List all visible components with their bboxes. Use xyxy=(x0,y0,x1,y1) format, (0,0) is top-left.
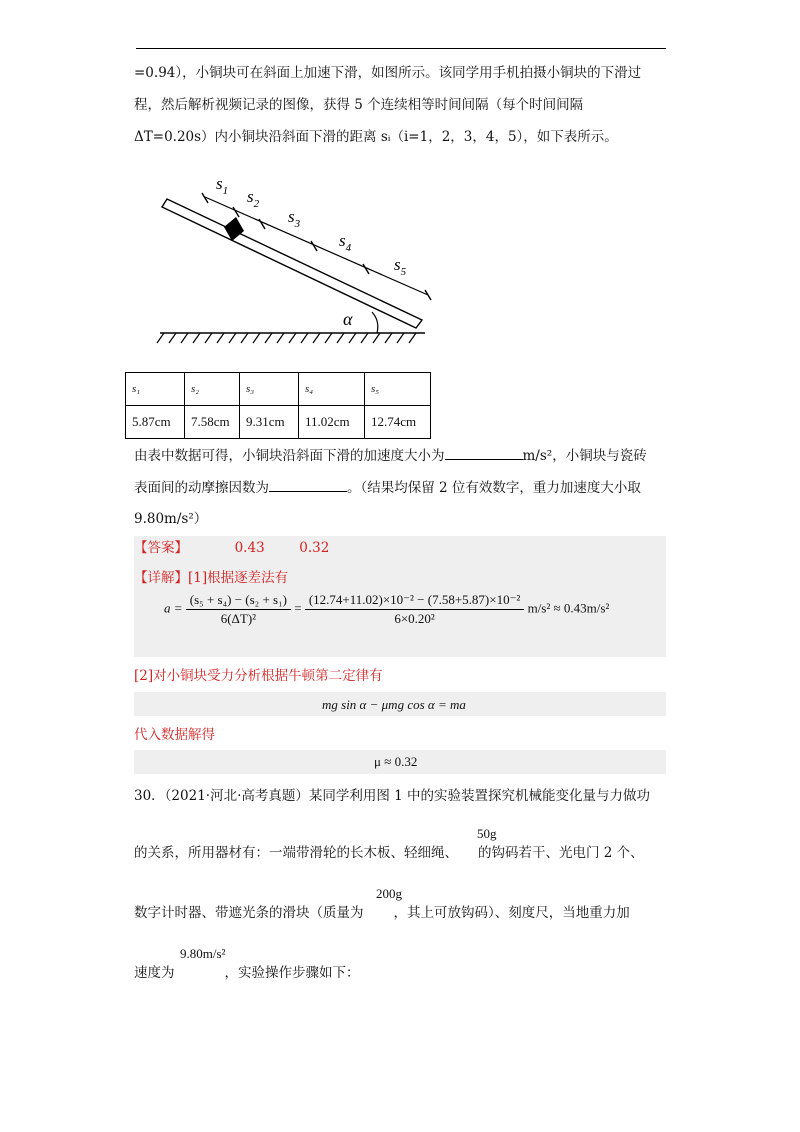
equation-3: μ ≈ 0.32 xyxy=(374,754,418,769)
incline-figure xyxy=(150,165,440,350)
table-header-s4: s₄ xyxy=(299,373,365,406)
problem-30-line-1: 30．（2021·河北·高考真题）某同学利用图 1 中的实验装置探究机械能变化量与力做功 xyxy=(134,788,651,804)
angle-alpha-label: α xyxy=(343,309,353,329)
equation-1-fraction-1: $\frac{\text{(s₅ + s₄) − (s₂ + s₁)}}{\text{6(ΔT)²}}$ xyxy=(186,592,291,627)
answer-blank-2 xyxy=(269,477,347,492)
answer-value-2: 0.32 xyxy=(299,540,330,556)
answer-line: 【答案】 0.43 0.32 xyxy=(134,540,330,556)
label-s2: $s_2$ xyxy=(247,187,260,210)
top-rule xyxy=(136,48,666,49)
problem-30-line-2: 的关系，所用器材有：一端带滑轮的长木板、轻细绳、 的钩码若干、光电门 2 个、 xyxy=(134,845,644,861)
equation-1-fraction-2: $\frac{\text{(12.74+11.02)×10⁻² − (7.58+5.87)×10⁻²}}{\text{6×0.20²}}$ xyxy=(305,592,525,627)
question-line-2: 表面间的动摩擦因数为 。（结果均保留 2 位有效数字，重力加速度大小取 xyxy=(134,477,641,498)
label-s4: $s_4$ xyxy=(339,231,352,254)
label-s1: $s_1$ xyxy=(216,174,229,197)
table-header-s3: s₃ xyxy=(240,373,299,406)
label-s3: $s_3$ xyxy=(288,207,301,230)
intro-line-2: 程，然后解析视频记录的图像，获得 5 个连续相等时间间隔（每个时间间隔 xyxy=(134,97,584,113)
table-value-s4: 11.02cm xyxy=(299,406,365,439)
question-line-1: 由表中数据可得，小铜块沿斜面下滑的加速度大小为 m/s²，小铜块与瓷砖 xyxy=(134,445,647,466)
equation-1: a = $\frac{\text{(s₅ + s₄) − (s₂ + s₁)}}{\text{6(ΔT)²}}$ = $\frac{\text{(12.74+11.02)×10⁻² − (7.58+5.87)×10⁻²}}{\text{6×0.20²}}$ m/s² ≈ 0.43m/s² xyxy=(164,592,610,626)
table-value-s5: 12.74cm xyxy=(365,406,431,439)
answer-value-1: 0.43 xyxy=(234,540,265,556)
table-header-s2: s₂ xyxy=(185,373,240,406)
label-s5: $s_5$ xyxy=(394,255,407,278)
distance-table xyxy=(125,372,431,439)
table-header-s1: s₁ xyxy=(126,373,185,406)
table-value-s1: 5.87cm xyxy=(126,406,185,439)
problem-30-line-4: 速度为 ，实验操作步骤如下： xyxy=(134,965,360,981)
table-header-s5: s₅ xyxy=(365,373,431,406)
mass-200g: 200g xyxy=(376,886,402,901)
gravity-value: 9.80m/s² xyxy=(180,946,226,961)
detail-line-1: 【详解】[1]根据逐差法有 xyxy=(134,570,289,586)
table-value-s3: 9.31cm xyxy=(240,406,299,439)
equation-2: mg sin α − μmg cos α = ma xyxy=(322,697,466,712)
intro-line-3: ΔT=0.20s）内小铜块沿斜面下滑的距离 sᵢ（i=1，2，3，4，5），如下表所示。 xyxy=(134,129,618,145)
detail-line-2: [2]对小铜块受力分析根据牛顿第二定律有 xyxy=(134,668,383,684)
question-line-3: 9.80m/s²） xyxy=(134,511,208,527)
problem-30-line-3: 数字计时器、带遮光条的滑块（质量为 ，其上可放钩码）、刻度尺，当地重力加 xyxy=(134,905,630,921)
intro-line-1: =0.94），小铜块可在斜面上加速下滑，如图所示。该同学用手机拍摄小铜块的下滑过 xyxy=(134,65,642,81)
mass-50g: 50g xyxy=(477,826,497,841)
table-value-s2: 7.58cm xyxy=(185,406,240,439)
answer-blank-1 xyxy=(445,445,523,460)
detail-line-3: 代入数据解得 xyxy=(134,727,215,743)
